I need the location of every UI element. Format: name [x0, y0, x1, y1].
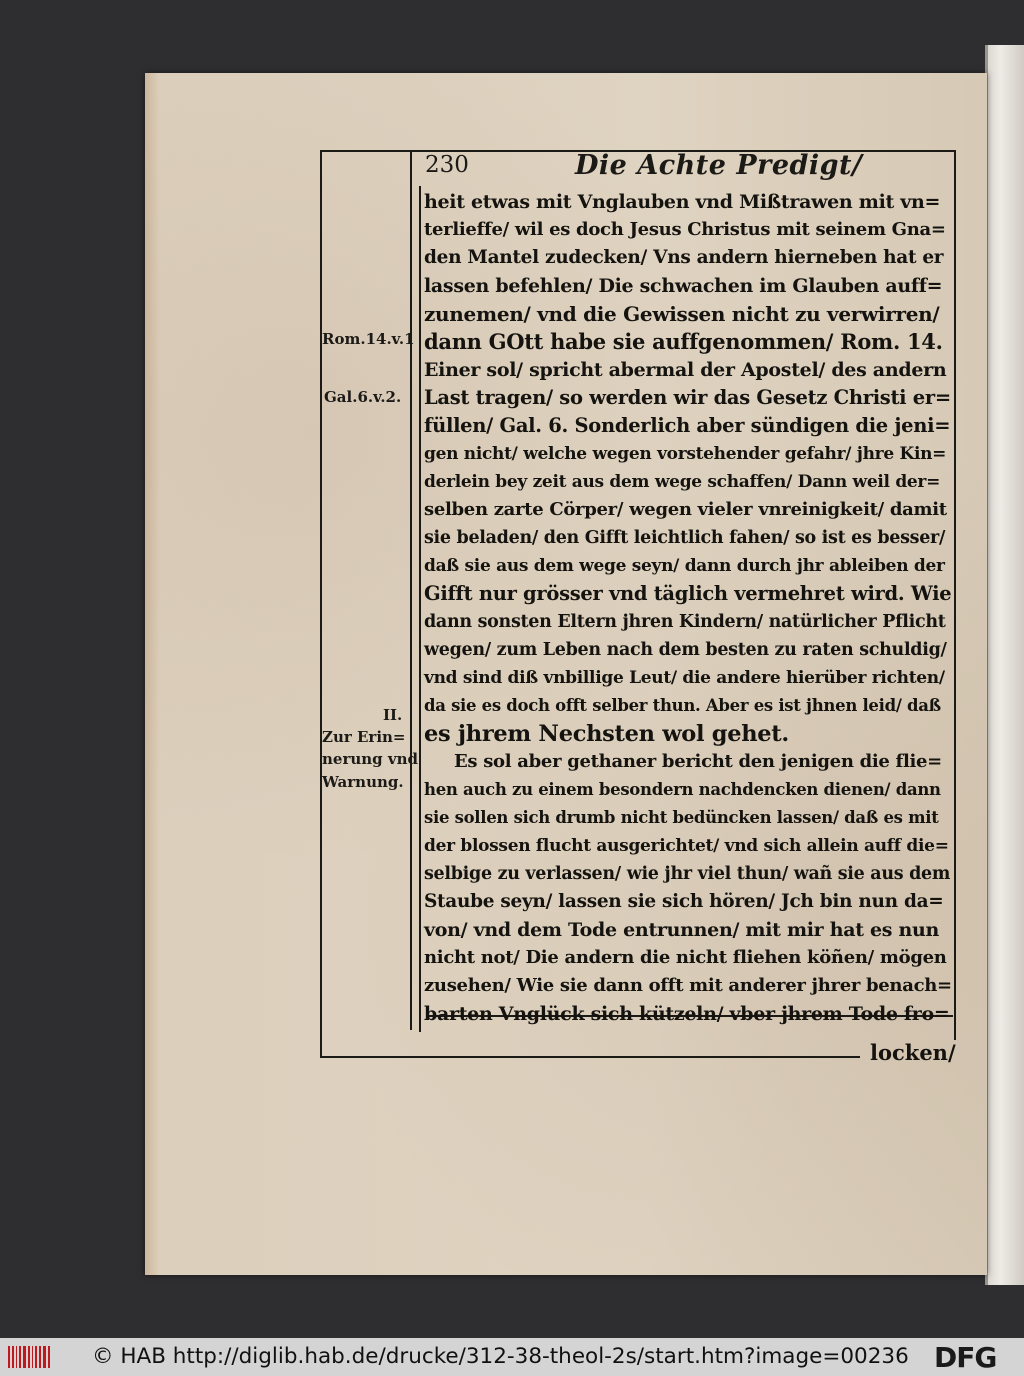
text-line: Gifft nur grösser vnd täglich vermehret wird. Wie — [424, 582, 952, 605]
text-line: Es sol aber gethaner bericht den jenigen die flie= — [454, 751, 942, 772]
text-line: selbige zu verlassen/ wie jhr viel thun/ wañ sie aus dem — [424, 864, 951, 884]
margin-note-section-line-3: Warnung. — [322, 773, 404, 791]
text-line: lassen befehlen/ Die schwachen im Glauben auff= — [424, 275, 943, 297]
margin-divider-rule-inner — [419, 186, 421, 1032]
copyright-url[interactable]: © HAB http://diglib.hab.de/drucke/312-38-theol-2s/start.htm?image=00236 — [92, 1344, 909, 1369]
text-line: sie beladen/ den Gifft leichtlich fahen/ so ist es besser/ — [424, 528, 946, 548]
text-line: den Mantel zudecken/ Vns andern hierneben hat er — [424, 247, 944, 268]
text-line: sie sollen sich drumb nicht bedüncken lassen/ daß es mit — [424, 808, 939, 827]
text-line: dann GOtt habe sie auffgenommen/ Rom. 14. — [424, 329, 943, 354]
margin-note-section-number: II. — [383, 706, 403, 724]
text-line: da sie es doch offt selber thun. Aber es ist jhnen leid/ daß — [424, 696, 941, 715]
dfg-logo: DFG — [934, 1341, 997, 1374]
text-line: dann sonsten Eltern jhren Kindern/ natürlicher Pflicht — [424, 612, 946, 632]
margin-note-section-line-1: Zur Erin= — [322, 728, 406, 746]
hab-barcode-icon — [8, 1346, 52, 1368]
text-line: von/ vnd dem Tode entrunnen/ mit mir hat es nun — [424, 919, 940, 941]
text-line: Staube seyn/ lassen sie sich hören/ Jch bin nun da= — [424, 891, 944, 912]
page-number: 230 — [425, 152, 469, 178]
margin-divider-rule — [410, 150, 412, 1030]
viewer-footer — [0, 1338, 1024, 1376]
text-line: terlieffe/ wil es doch Jesus Christus mit seinem Gna= — [424, 219, 946, 240]
text-line: selben zarte Cörper/ wegen vieler vnreinigkeit/ damit — [424, 499, 947, 520]
text-line: barten Vnglück sich kützeln/ vber jhrem Tode fro= — [424, 1003, 950, 1025]
text-line: Einer sol/ spricht abermal der Apostel/ des andern — [424, 359, 947, 381]
text-line: füllen/ Gal. 6. Sonderlich aber sündigen die jeni= — [424, 414, 951, 437]
text-line: zunemen/ vnd die Gewissen nicht zu verwirren/ — [424, 302, 940, 326]
running-title: Die Achte Predigt/ — [575, 150, 863, 181]
catchword: locken/ — [870, 1040, 956, 1065]
text-line: hen auch zu einem besondern nachdencken dienen/ dann — [424, 780, 941, 799]
running-header — [425, 150, 955, 186]
margin-note-section-line-2: nerung vnd — [322, 750, 418, 768]
text-line: vnd sind diß vnbillige Leut/ die andere hierüber richten/ — [424, 668, 945, 688]
text-line: nicht not/ Die andern die nicht fliehen köñen/ mögen — [424, 947, 947, 968]
text-line: derlein bey zeit aus dem wege schaffen/ Dann weil der= — [424, 472, 941, 492]
frame-bottom-rule — [320, 1056, 860, 1058]
frame-left-rule — [320, 150, 322, 1056]
text-line: Last tragen/ so werden wir das Gesetz Christi er= — [424, 386, 951, 409]
text-line: zusehen/ Wie sie dann offt mit anderer jhrer benach= — [424, 975, 952, 996]
margin-note-rom: Rom.14.v.1 — [322, 330, 415, 348]
text-line: daß sie aus dem wege seyn/ dann durch jhr ableiben der — [424, 556, 945, 576]
facing-page-edge — [985, 45, 1024, 1285]
margin-note-gal: Gal.6.v.2. — [324, 388, 402, 406]
text-line: wegen/ zum Leben nach dem besten zu raten schuldig/ — [424, 640, 947, 660]
text-line: gen nicht/ welche wegen vorstehender gefahr/ jhre Kin= — [424, 444, 947, 464]
text-line: es jhrem Nechsten wol gehet. — [424, 721, 789, 747]
text-line: heit etwas mit Vnglauben vnd Mißtrawen mit vn= — [424, 191, 941, 213]
text-line: der blossen flucht ausgerichtet/ vnd sich allein auff die= — [424, 836, 949, 856]
frame-right-rule — [954, 150, 956, 1040]
